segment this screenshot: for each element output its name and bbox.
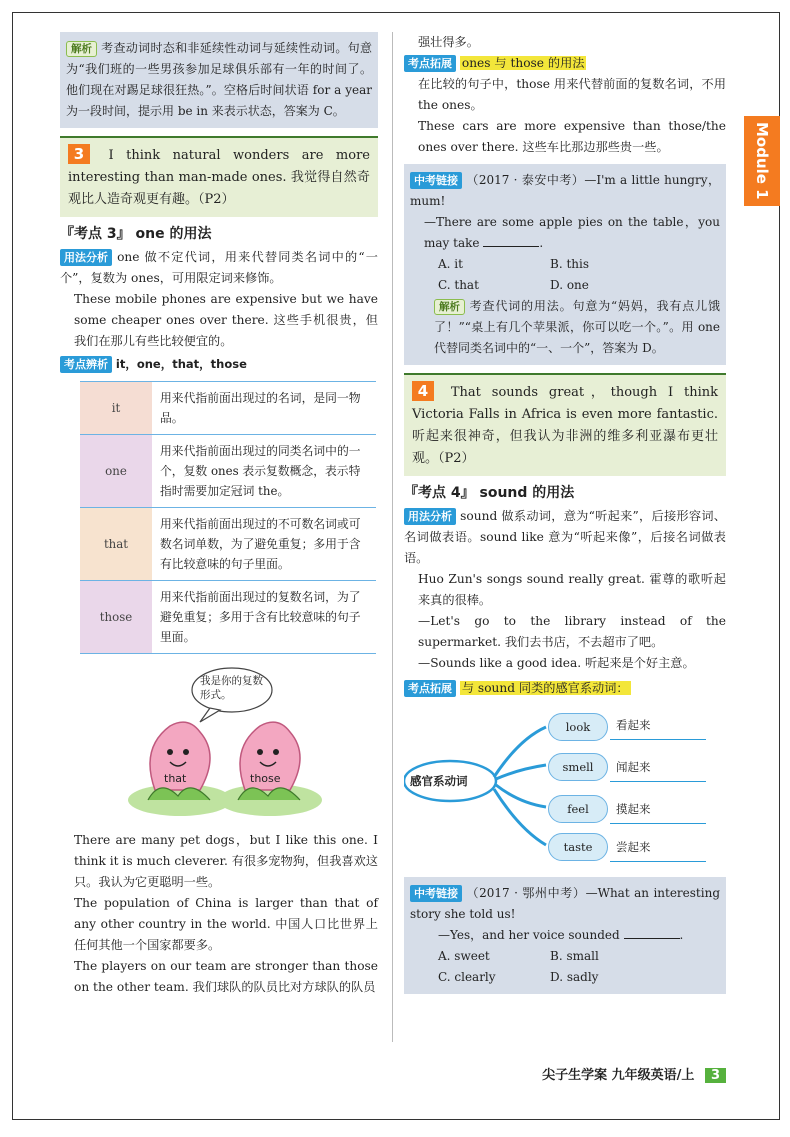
page-footer: [542, 1064, 726, 1083]
answer-blank: [483, 234, 539, 247]
sentence-en: That sounds great，though I think Victoria Falls in Africa is even more fantastic.: [412, 385, 718, 422]
left-column: [60, 32, 378, 998]
usage-example: These mobile phones are expensive but we have some cheaper ones over there. 这些手机很贵，但我们在那儿有些比较便宜的。: [74, 292, 378, 348]
options-row: [438, 967, 720, 988]
usage-example: —Sounds like a good idea. 听起来是个好主意。: [418, 656, 695, 670]
usage-text: sound 做系动词，意为“听起来”，后接形容词、名词做表语。sound like 意为“听起来像”，后接名词做表语。: [404, 509, 726, 565]
pronoun-table: [80, 381, 376, 654]
verb-bubble: taste: [548, 833, 608, 861]
continued-text: 强壮得多。: [418, 35, 479, 49]
sentence-cn: 我觉得自然奇观比人造奇观更有趣。（P2）: [68, 170, 370, 207]
table-value: 用来代指前面出现过的名词，是同一物品。: [152, 382, 376, 435]
extension-tag: 考点拓展: [404, 680, 456, 697]
usage-example: Huo Zun's songs sound really great. 霍尊的歌听起来真的很棒。: [418, 572, 726, 607]
module-tab: Module 1: [744, 116, 780, 206]
usage-tag: 用法分析: [404, 508, 456, 525]
verb-meaning: 尝起来: [616, 840, 651, 854]
usage-tag: 用法分析: [60, 249, 112, 266]
sentence-number: 3: [68, 144, 90, 164]
exam-question: —I'm a little hungry，mum!: [410, 173, 720, 208]
option: C. clearly: [438, 970, 496, 984]
table-key: those: [80, 581, 152, 654]
table-value: 用来代指前面出现过的不可数名词或可数名词单数，为了避免重复；多用于含有比较意味的句子里面。: [152, 508, 376, 581]
analysis-tag: 解析: [66, 41, 97, 57]
verb-bubble: look: [548, 713, 608, 741]
mindmap-center: 感官系动词: [410, 774, 468, 788]
exam-tag: 中考链接: [410, 172, 462, 189]
options-row: [438, 946, 720, 967]
table-row: [80, 508, 376, 581]
analysis-tag: 解析: [434, 299, 465, 315]
usage-text: one 做不定代词，用来代替同类名词中的“一个”，复数为 ones，可用限定词来修饰。: [60, 250, 378, 285]
analysis-text: 考查代词的用法。句意为“妈妈，我有点儿饿了！”“桌上有几个苹果派，你可以吃一个。”。用 one 代替同类名词中的“一、一个”，答案为 D。: [434, 299, 720, 355]
exam-tag: 中考链接: [410, 885, 462, 902]
option: A. it: [438, 257, 463, 271]
table-value: 用来代指前面出现过的复数名词，为了避免重复；多用于含有比较意味的句子里面。: [152, 581, 376, 654]
sentence-cn: 听起来很神奇，但我认为非洲的维多利亚瀑布更壮观。（P2）: [412, 429, 718, 466]
exam-question: —Yes，and her voice sounded: [438, 928, 620, 942]
sentence-number: 4: [412, 381, 434, 401]
option: C. that: [438, 278, 479, 292]
extension-title: ones 与 those 的用法: [461, 56, 585, 70]
exam-link-box: 中考链接 （2017 · 泰安中考）—I'm a little hungry，mum! —There are some apple pies on the table，you may take . A. it B. this C. that D. one 解析 考查代词的用法。句意为“妈妈，我有点儿饿了！”“桌上有几个苹果派，你可以吃一个。”。用 one 代替同类名词中的“一、一个”，答案为 D。: [404, 164, 726, 365]
right-column: [404, 32, 726, 994]
verb-bubble: smell: [548, 753, 608, 781]
options-row: [438, 254, 720, 275]
verb-meaning: 看起来: [616, 718, 651, 732]
option: D. one: [550, 278, 589, 292]
section-title-kd4: 『考点 4』 sound 的用法: [404, 485, 575, 501]
verb-meaning: 摸起来: [616, 802, 651, 816]
example-paragraph: There are many pet dogs，but I like this one. I think it is much cleverer. 有很多宠物狗，但我喜欢这只。我认为它更聪明一些。: [74, 833, 378, 889]
exam-source: （2017 · 鄂州中考）: [466, 886, 586, 900]
left-character-label: that: [164, 772, 187, 785]
page-number: 3: [705, 1068, 726, 1083]
key-sentence-3: [60, 136, 378, 217]
diff-label: it，one，that，those: [115, 357, 247, 371]
table-row: [80, 435, 376, 508]
answer-blank: [624, 926, 680, 939]
cartoon-illustration: [60, 660, 378, 830]
speech-bubble: 我是你的复数形式。: [200, 675, 263, 701]
exam-question: —There are some apple pies on the table，you may take: [424, 215, 720, 250]
right-character-label: those: [250, 772, 281, 785]
table-key: it: [80, 382, 152, 435]
usage-example: —Let's go to the library instead of the supermarket. 我们去书店，不去超市了吧。: [418, 614, 726, 649]
table-key: that: [80, 508, 152, 581]
book-title: 尖子生学案 九年级英语/上: [542, 1068, 695, 1083]
key-sentence-4: [404, 373, 726, 476]
table-row: [80, 382, 376, 435]
extension-text: 在比较的句子中，those 用来代替前面的复数名词，不用 the ones。: [418, 77, 726, 112]
diff-tag: 考点辨析: [60, 356, 112, 373]
extension-example: These cars are more expensive than those/the ones over there. 这些车比那边那些贵一些。: [418, 119, 726, 154]
table-row: [80, 581, 376, 654]
example-paragraph: The population of China is larger than that of any other country in the world. 中国人口比世界上任何其他一个国家都要多。: [74, 896, 378, 952]
exam-link-box: 中考链接 （2017 · 鄂州中考）—What an interesting story she told us! —Yes，and her voice sounded . A. sweet B. small C. clearly D. sadly: [404, 877, 726, 994]
option: A. sweet: [438, 949, 490, 963]
extension-tag: 考点拓展: [404, 55, 456, 72]
analysis-text: 考查动词时态和非延续性动词与延续性动词。句意为“我们班的一些男孩参加足球俱乐部有一年的时间了。他们现在对踢足球很狂热。”。空格后时间状语 for a year 为一段时间，提示用 be in 来表示状态，答案为 C。: [66, 41, 372, 118]
exam-source: （2017 · 泰安中考）: [466, 173, 585, 187]
table-key: one: [80, 435, 152, 508]
sentence-en: I think natural wonders are more interesting than man-made ones.: [68, 148, 370, 185]
option: B. small: [550, 949, 599, 963]
sense-verbs-diagram: [404, 699, 726, 869]
exam-question: —What an interesting story she told us!: [410, 886, 721, 921]
section-title-kd3: 『考点 3』 one 的用法: [60, 226, 212, 242]
option: B. this: [550, 257, 589, 271]
example-paragraph: The players on our team are stronger than those on the other team. 我们球队的队员比对方球队的队员: [74, 959, 378, 994]
column-divider: [392, 32, 393, 1042]
analysis-box: [60, 32, 378, 128]
options-row: [438, 275, 720, 296]
option: D. sadly: [550, 970, 599, 984]
extension-title: 与 sound 同类的感官系动词：: [461, 681, 629, 695]
table-value: 用来代指前面出现过的同类名词中的一个，复数 ones 表示复数概念，表示特指时需要加定冠词 the。: [152, 435, 376, 508]
verb-bubble: feel: [548, 795, 608, 823]
verb-meaning: 闻起来: [616, 760, 651, 774]
